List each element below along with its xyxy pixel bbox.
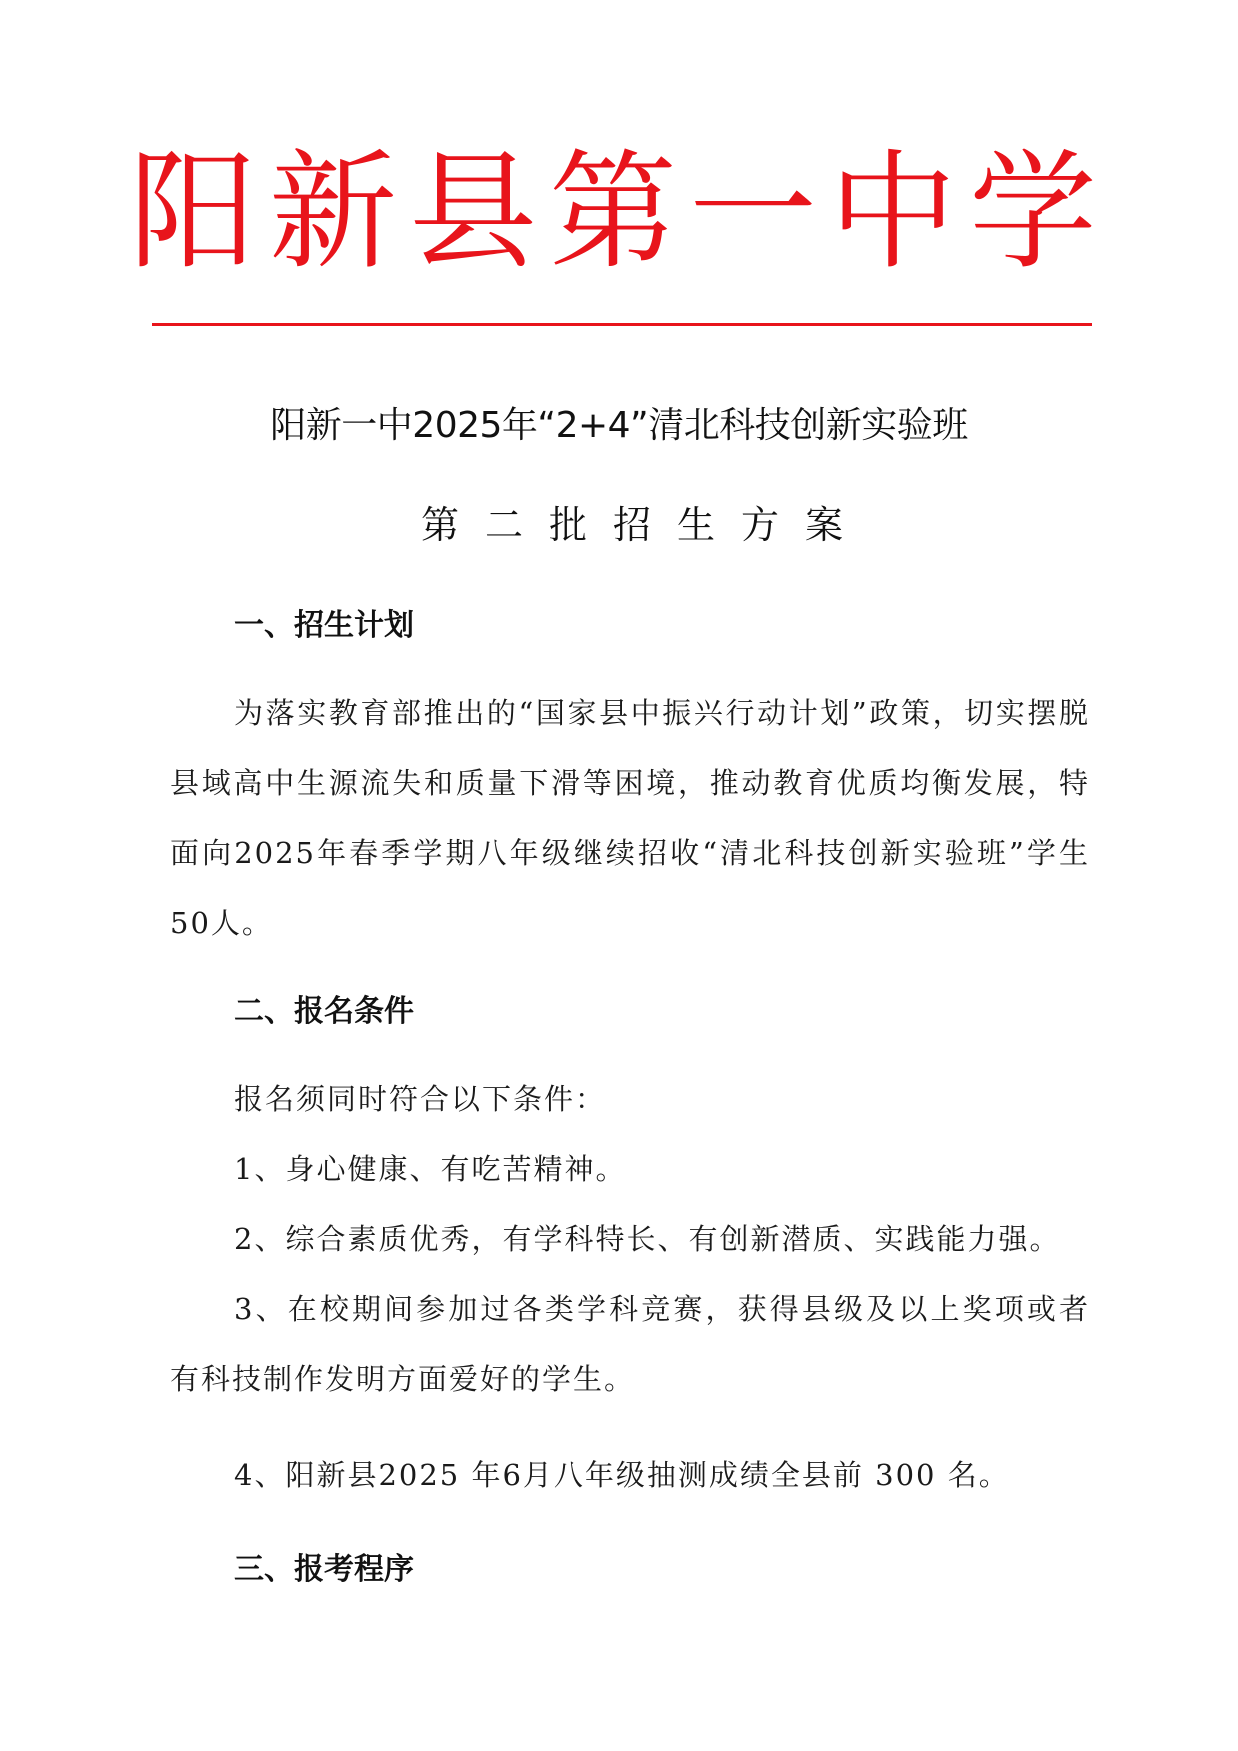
paragraph-requirement-1: 1、身心健康、有吃苦精神。	[234, 1152, 627, 1186]
masthead-red-rule	[152, 323, 1092, 326]
document-title-line-2: 第二批招生方案	[420, 503, 869, 547]
section-heading-enrollment-plan: 一、招生计划	[234, 608, 414, 643]
document-title-line-1: 阳新一中2025年“2+4”清北科技创新实验班	[270, 405, 968, 446]
section-heading-application-procedure: 三、报考程序	[234, 1552, 414, 1587]
paragraph-requirement-3: 3、在校期间参加过各类学科竞赛，获得县级及以上奖项或者有科技制作发明方面爱好的学生。	[170, 1292, 1090, 1396]
paragraph-requirement-2: 2、综合素质优秀，有学科特长、有创新潜质、实践能力强。	[234, 1222, 1061, 1256]
masthead-school-name: 阳新县第一中学	[128, 138, 1109, 287]
paragraph-requirements-intro: 报名须同时符合以下条件：	[234, 1082, 607, 1116]
paragraph-requirement-4: 4、阳新县2025 年6月八年级抽测成绩全县前 300 名。	[234, 1458, 1010, 1492]
section-heading-requirements: 二、报名条件	[234, 994, 414, 1029]
document-body	[170, 598, 1090, 1598]
paragraph-enrollment-plan: 为落实教育部推出的“国家县中振兴行动计划”政策，切实摆脱县域高中生源流失和质量下滑等困境，推动教育优质均衡发展，特面向2025年春季学期八年级继续招收“清北科技创新实验班”学生50人。	[170, 696, 1090, 940]
